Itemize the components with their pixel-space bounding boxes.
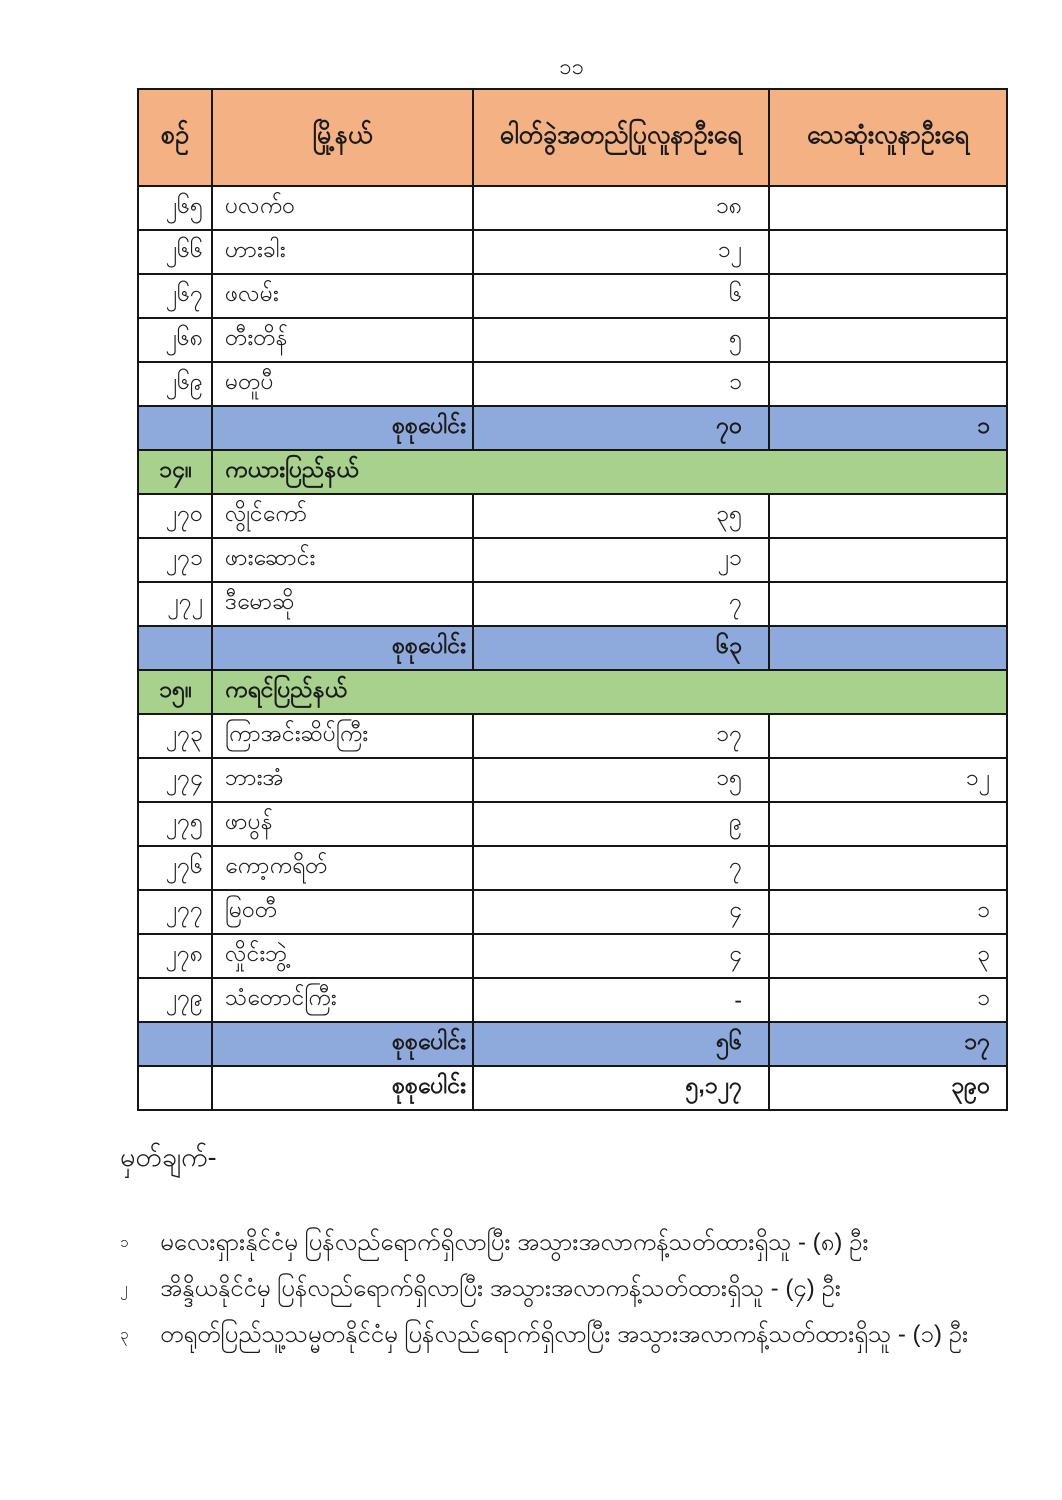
cell-confirmed: ၁၇ <box>473 714 769 758</box>
cell-deaths: ၁ <box>769 890 1007 934</box>
note-text: မလေးရှားနိုင်ငံမှ ပြန်လည်ရောက်ရှိလာပြီး အသွားအလာကန့်သတ်ထားရှိသူ - (၈) ဦး <box>160 1229 869 1256</box>
cell-no: ၂၆၅ <box>138 186 212 230</box>
cell-confirmed: ၇ <box>473 582 769 626</box>
cell-deaths <box>769 318 1007 362</box>
table-header-row <box>138 89 1007 186</box>
cell-deaths: ၁၂ <box>769 758 1007 802</box>
cell-township: တီးတိန် <box>212 318 473 362</box>
cell-no: ၂၇၃ <box>138 714 212 758</box>
cell-confirmed: ၃၅ <box>473 494 769 538</box>
total-confirmed: ၅၆ <box>473 1022 769 1066</box>
table-row <box>138 230 1007 274</box>
note-marker: ၃ <box>120 1326 129 1343</box>
note-marker: ၁ <box>120 1234 129 1251</box>
cell-township: ပလက်ဝ <box>212 186 473 230</box>
header-confirmed: ဓါတ်ခွဲအတည်ပြုလူနာဦးရေ <box>473 89 769 186</box>
table-row <box>138 978 1007 1022</box>
cell-no: ၂၆၈ <box>138 318 212 362</box>
header-township: မြို့နယ် <box>212 89 473 186</box>
cell-no: ၂၇၄ <box>138 758 212 802</box>
cell-no: ၂၇၈ <box>138 934 212 978</box>
cell-no: ၂၇၇ <box>138 890 212 934</box>
section-header-row <box>138 450 1007 494</box>
notes-section <box>120 1140 1000 1366</box>
cell-deaths <box>769 802 1007 846</box>
cell-confirmed: ၆ <box>473 274 769 318</box>
table-row <box>138 582 1007 626</box>
table-row <box>138 274 1007 318</box>
cell-township: ကြာအင်းဆိပ်ကြီး <box>212 714 473 758</box>
header-deaths: သေဆုံးလူနာဦးရေ <box>769 89 1007 186</box>
table-row <box>138 362 1007 406</box>
cell-no: ၂၇၉ <box>138 978 212 1022</box>
cell-deaths <box>769 846 1007 890</box>
cell-deaths <box>769 582 1007 626</box>
cell-confirmed: ၇ <box>473 846 769 890</box>
note-text: အိန္ဒိယနိုင်ငံမှ ပြန်လည်ရောက်ရှိလာပြီး အသွားအလာကန့်သတ်ထားရှိသူ - (၄) ဦး <box>160 1275 841 1302</box>
cell-township: ဟားခါး <box>212 230 473 274</box>
section-number: ၁၅။ <box>138 670 212 714</box>
note-item <box>120 1274 1000 1303</box>
page-number: ၁၁ <box>559 54 584 79</box>
total-confirmed: ၆၃ <box>473 626 769 670</box>
cell-no: ၂၇၁ <box>138 538 212 582</box>
cell-no: ၂၇၀ <box>138 494 212 538</box>
total-confirmed: ၇၀ <box>473 406 769 450</box>
table-row <box>138 538 1007 582</box>
note-item <box>120 1320 1000 1349</box>
table-row <box>138 758 1007 802</box>
cell-confirmed: ၄ <box>473 890 769 934</box>
cell-no <box>138 626 212 670</box>
section-number: ၁၄။ <box>138 450 212 494</box>
notes-list <box>120 1228 1000 1349</box>
cell-no: ၂၆၉ <box>138 362 212 406</box>
cell-township: ဖားဆောင်း <box>212 538 473 582</box>
cell-confirmed: ၁၅ <box>473 758 769 802</box>
cell-deaths <box>769 538 1007 582</box>
total-label: စုစုပေါင်း <box>212 1022 473 1066</box>
total-deaths <box>769 626 1007 670</box>
cell-township: ကော့ကရိတ် <box>212 846 473 890</box>
section-title: ကရင်ပြည်နယ် <box>212 670 1007 714</box>
cell-no: ၂၆၇ <box>138 274 212 318</box>
cell-deaths <box>769 494 1007 538</box>
total-deaths: ၁၇ <box>769 1022 1007 1066</box>
cell-township: လှိုင်းဘွဲ့ <box>212 934 473 978</box>
note-text: တရုတ်ပြည်သူ့သမ္မတနိုင်ငံမှ ပြန်လည်ရောက်ရှိလာပြီး အသွားအလာကန့်သတ်ထားရှိသူ - (၁) ဦး <box>160 1321 969 1348</box>
table-row <box>138 714 1007 758</box>
cell-township: ဖာပွန် <box>212 802 473 846</box>
total-confirmed: ၅,၁၂၇ <box>473 1066 769 1110</box>
note-marker: ၂ <box>120 1280 128 1297</box>
cell-township: မြဝတီ <box>212 890 473 934</box>
cell-deaths <box>769 230 1007 274</box>
cell-no <box>138 406 212 450</box>
cell-deaths <box>769 274 1007 318</box>
table-row <box>138 890 1007 934</box>
table-row <box>138 846 1007 890</box>
cell-confirmed: ၁၂ <box>473 230 769 274</box>
total-label: စုစုပေါင်း <box>212 626 473 670</box>
case-count-table <box>137 88 1008 1111</box>
table-row <box>138 494 1007 538</box>
cell-confirmed: ၁ <box>473 362 769 406</box>
cell-confirmed: ၉ <box>473 802 769 846</box>
total-row <box>138 626 1007 670</box>
cell-township: သံတောင်ကြီး <box>212 978 473 1022</box>
note-item <box>120 1228 1000 1257</box>
section-header-row <box>138 670 1007 714</box>
table-row <box>138 802 1007 846</box>
cell-deaths <box>769 714 1007 758</box>
cell-confirmed: ၅ <box>473 318 769 362</box>
cell-no: ၂၆၆ <box>138 230 212 274</box>
grand-total-row <box>138 1066 1007 1110</box>
cell-no <box>138 1066 212 1110</box>
table-row <box>138 318 1007 362</box>
cell-no <box>138 1022 212 1066</box>
section-title: ကယားပြည်နယ် <box>212 450 1007 494</box>
cell-no: ၂၇၂ <box>138 582 212 626</box>
table-row <box>138 186 1007 230</box>
table-row <box>138 934 1007 978</box>
cell-deaths <box>769 186 1007 230</box>
total-label: စုစုပေါင်း <box>212 406 473 450</box>
total-deaths: ၃၉၀ <box>769 1066 1007 1110</box>
total-label: စုစုပေါင်း <box>212 1066 473 1110</box>
total-row <box>138 1022 1007 1066</box>
notes-title: မှတ်ချက်- <box>120 1142 217 1172</box>
cell-confirmed: ၄ <box>473 934 769 978</box>
cell-no: ၂၇၅ <box>138 802 212 846</box>
cell-confirmed: ၁၈ <box>473 186 769 230</box>
cell-township: ဒီမောဆို <box>212 582 473 626</box>
header-no: စဉ် <box>138 89 212 186</box>
cell-township: လွိုင်ကော် <box>212 494 473 538</box>
total-deaths: ၁ <box>769 406 1007 450</box>
cell-township: မတူပီ <box>212 362 473 406</box>
cell-deaths <box>769 362 1007 406</box>
cell-no: ၂၇၆ <box>138 846 212 890</box>
cell-confirmed: ၂၁ <box>473 538 769 582</box>
cell-deaths: ၁ <box>769 978 1007 1022</box>
cell-township: ဖလမ်း <box>212 274 473 318</box>
total-row <box>138 406 1007 450</box>
cell-confirmed: - <box>473 978 769 1022</box>
cell-deaths: ၃ <box>769 934 1007 978</box>
cell-township: ဘားအံ <box>212 758 473 802</box>
